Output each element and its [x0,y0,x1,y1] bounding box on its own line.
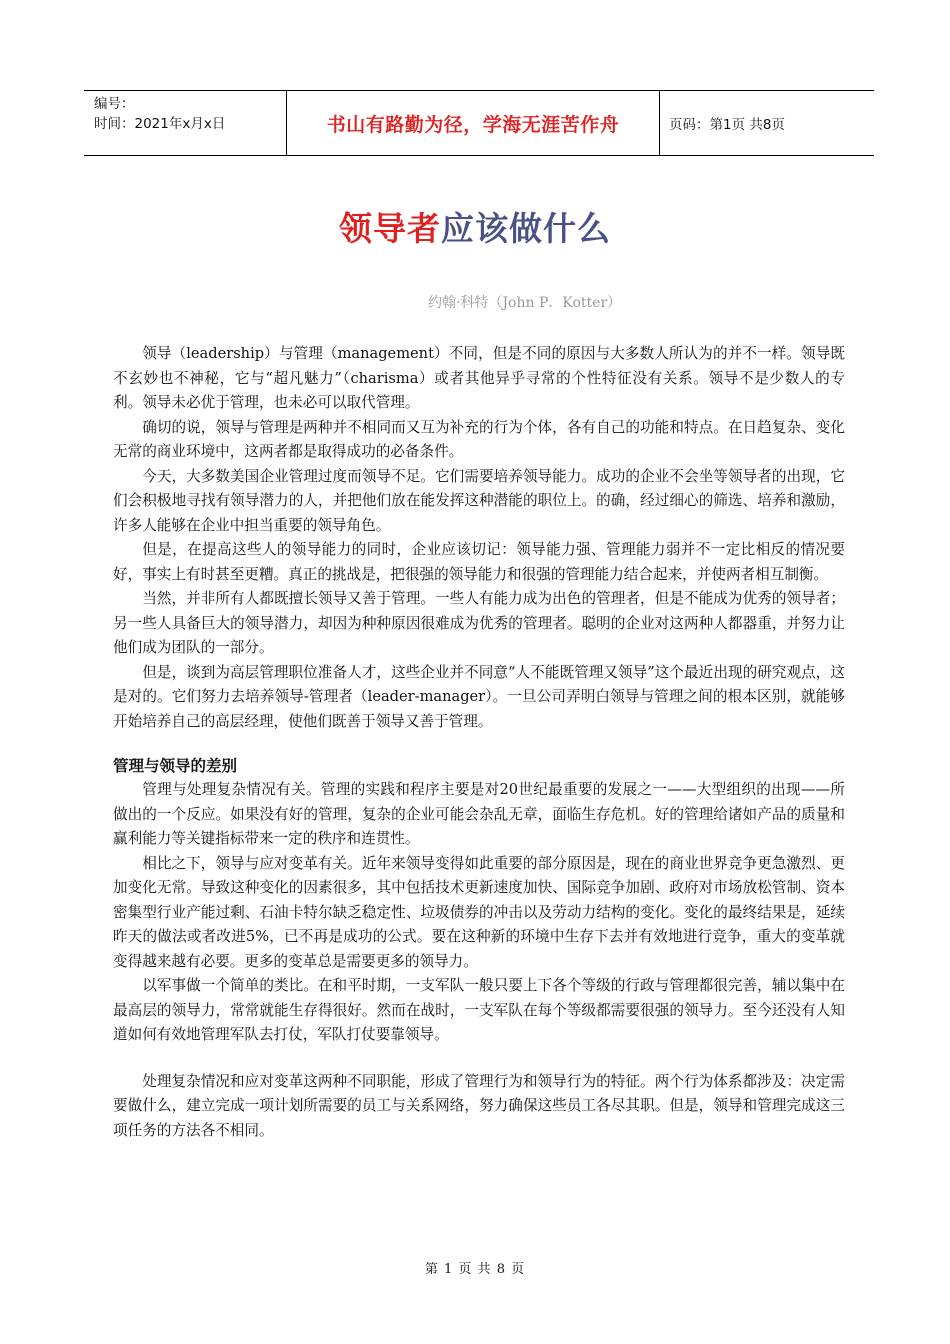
header-page-code: 页码：第1页 共8页 [669,117,785,133]
intro-paragraph-3: 今天，大多数美国企业管理过度而领导不足。它们需要培养领导能力。成功的企业不会坐等领导者的出现，它们会积极地寻找有领导潜力的人，并把他们放在能发挥这种潜能的职位上。的确，经过细心的筛选、培养和激励，许多人能够在企业中担当重要的领导角色。 [113,467,845,534]
intro-paragraph-6: 但是，谈到为高层管理职位准备人才，这些企业并不同意“人不能既管理又领导”这个最近出现的研究观点，这是对的。它们努力去培养领导-管理者（leader-manager）。一旦公司弄明白领导与管理之间的根本区别，就能够开始培养自己的高层经理，使他们既善于领导又善于管理。 [113,663,845,730]
header-meta [84,91,286,155]
document-body [113,342,845,1143]
header-number-label: 编号： [94,96,135,112]
section-paragraph-3: 以军事做一个简单的类比。在和平时期，一支军队一般只要上下各个等级的行政与管理都很完善，辅以集中在最高层的领导力，常常就能生存得很好。然而在战时，一支军队在每个等级都需要很强的领导力。至今还没有人知道如何有效地管理军队去打仗，军队打仗要靠领导。 [113,977,845,1043]
section-heading: 管理与领导的差别 [113,757,238,775]
title-part-red: 领导者 [339,209,441,248]
section-paragraph-2: 相比之下，领导与应对变革有关。近年来领导变得如此重要的部分原因是，现在的商业世界竞争更急激烈、更加变化无常。导致这种变化的因素很多，其中包括技术更新速度加快、国际竞争加剧、政府对市场放松管制、资本密集型行业产能过剩、石油卡特尔缺乏稳定性、垃圾债券的冲击以及劳动力结构的变化。变化的最终结果是，延续昨天的做法或者改进5%，已不再是成功的公式。要在这种新的环境中生存下去并有效地进行竞争，重大的变革就变得越来越有必要。更多的变革总是需要更多的领导力。 [113,854,845,970]
header-date: 时间：2021年x月x日 [94,116,226,132]
intro-paragraph-2: 确切的说，领导与管理是两种并不相同而又互为补充的行为个体，各有自己的功能和特点。在日趋复杂、变化无常的商业环境中，这两者都是取得成功的必备条件。 [113,418,845,460]
intro-paragraph-4: 但是，在提高这些人的领导能力的同时，企业应该切记：领导能力强、管理能力弱并不一定比相反的情况要好，事实上有时甚至更糟。真正的挑战是，把很强的领导能力和很强的管理能力结合起来，并使两者相互制衡。 [113,541,845,583]
document-title [0,203,950,250]
section-paragraph-1: 管理与处理复杂情况有关。管理的实践和程序主要是对20世纪最重要的发展之一——大型组织的出现——所做出的一个反应。如果没有好的管理，复杂的企业可能会杂乱无章，面临生存危机。好的管理给诸如产品的质量和赢利能力等关键指标带来一定的秩序和连贯性。 [113,781,845,847]
author-line: 约翰·科特（John P．Kotter） [428,295,622,311]
title-part-blue: 应该做什么 [441,209,611,248]
section-closing-paragraph: 处理复杂情况和应对变革这两种不同职能，形成了管理行为和领导行为的特征。两个行为体系都涉及：决定需要做什么，建立完成一项计划所需要的员工与关系网络，努力确保这些员工各尽其职。但是，领导和管理完成这三项任务的方法各不相同。 [113,1072,845,1139]
page-footer: 第 1 页 共 8 页 [424,1262,526,1277]
intro-paragraph-5: 当然，并非所有人都既擅长领导又善于管理。一些人有能力成为出色的管理者，但是不能成为优秀的领导者；另一些人具备巨大的领导潜力，却因为种种原因很难成为优秀的管理者。聪明的企业对这两种人都器重，并努力让他们成为团队的一部分。 [113,590,845,656]
header-motto: 书山有路勤为径，学海无涯苦作舟 [286,91,660,155]
intro-paragraph-1: 领导（leadership）与管理（management）不同，但是不同的原因与大多数人所认为的并不一样。领导既不玄妙也不神秘，它与“超凡魅力”（charisma）或者其他异乎寻常的个性特征没有关系。领导不是少数人的专利。领导未必优于管理，也未必可以取代管理。 [113,345,845,411]
page-header [84,90,874,156]
